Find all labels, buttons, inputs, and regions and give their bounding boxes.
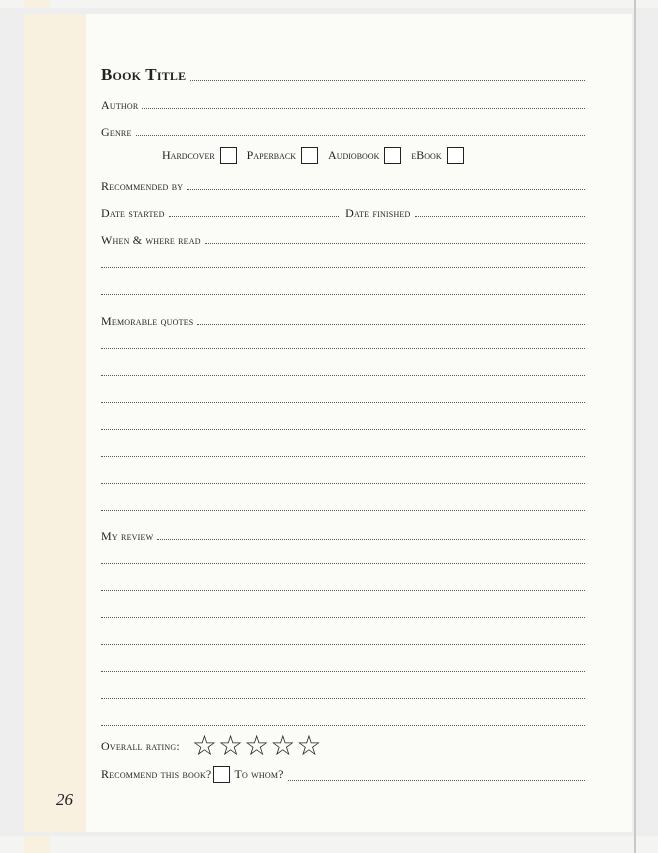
book-title-line[interactable] — [190, 80, 585, 81]
recommended-by-label: Recommended by — [101, 179, 184, 193]
to-whom-line[interactable] — [288, 780, 585, 781]
page-bottom-edge — [0, 836, 658, 853]
writing-line[interactable] — [101, 456, 585, 457]
when-where-label: When & where read — [101, 233, 201, 247]
date-started-label: Date started — [101, 206, 165, 220]
recommend-label: Recommend this book? — [101, 767, 212, 781]
date-started-line[interactable] — [169, 216, 340, 217]
my-review-row — [101, 523, 585, 543]
overall-rating-row — [101, 729, 585, 762]
writing-line[interactable] — [101, 698, 585, 699]
genre-row — [101, 119, 585, 139]
my-review-line[interactable] — [157, 539, 585, 540]
writing-line[interactable] — [101, 429, 585, 430]
memorable-quotes-line[interactable] — [197, 324, 585, 325]
star-icon[interactable]: ☆ — [191, 729, 217, 762]
format-paperback-checkbox[interactable] — [301, 147, 318, 164]
recommend-row — [101, 764, 585, 784]
margin-tab — [24, 836, 50, 853]
page-divider — [634, 0, 636, 853]
writing-line[interactable] — [101, 644, 585, 645]
format-options — [162, 145, 474, 165]
star-icon[interactable]: ☆ — [244, 729, 270, 762]
rating-stars — [191, 729, 323, 762]
author-line[interactable] — [142, 108, 585, 109]
star-icon[interactable]: ☆ — [270, 729, 296, 762]
format-audiobook-checkbox[interactable] — [384, 147, 401, 164]
to-whom-label: To whom? — [234, 767, 284, 781]
recommended-by-row — [101, 173, 585, 193]
recommend-checkbox[interactable] — [213, 766, 230, 783]
writing-line[interactable] — [101, 267, 585, 268]
genre-line[interactable] — [136, 135, 585, 136]
when-where-row — [101, 227, 585, 247]
recommended-by-line[interactable] — [187, 189, 585, 190]
writing-line[interactable] — [101, 294, 585, 295]
writing-line[interactable] — [101, 725, 585, 726]
date-finished-label: Date finished — [345, 206, 411, 220]
format-ebook-checkbox[interactable] — [447, 147, 464, 164]
writing-line[interactable] — [101, 402, 585, 403]
writing-line[interactable] — [101, 510, 585, 511]
format-hardcover-checkbox[interactable] — [220, 147, 237, 164]
book-title-row — [101, 64, 585, 84]
dates-row — [101, 200, 585, 220]
margin-strip — [24, 14, 86, 832]
star-icon[interactable]: ☆ — [296, 729, 322, 762]
star-icon[interactable]: ☆ — [218, 729, 244, 762]
writing-line[interactable] — [101, 348, 585, 349]
format-audiobook-label: Audiobook — [328, 147, 380, 162]
author-row — [101, 92, 585, 112]
margin-tab — [24, 0, 50, 8]
when-where-line[interactable] — [205, 243, 585, 244]
memorable-quotes-label: Memorable quotes — [101, 314, 194, 328]
overall-rating-label: Overall rating: — [101, 739, 180, 753]
book-title-label: Book Title — [101, 65, 187, 84]
author-label: Author — [101, 98, 139, 112]
format-hardcover-label: Hardcover — [162, 147, 215, 162]
format-ebook-label: eBook — [411, 147, 442, 162]
writing-line[interactable] — [101, 375, 585, 376]
writing-line[interactable] — [101, 671, 585, 672]
writing-line[interactable] — [101, 563, 585, 564]
genre-label: Genre — [101, 125, 132, 139]
page-number: 26 — [56, 790, 73, 809]
writing-line[interactable] — [101, 590, 585, 591]
writing-line[interactable] — [101, 617, 585, 618]
date-finished-line[interactable] — [415, 216, 586, 217]
my-review-label: My review — [101, 529, 154, 543]
page-top-edge — [0, 0, 658, 8]
format-paperback-label: Paperback — [246, 147, 297, 162]
writing-line[interactable] — [101, 483, 585, 484]
memorable-quotes-row — [101, 308, 585, 328]
